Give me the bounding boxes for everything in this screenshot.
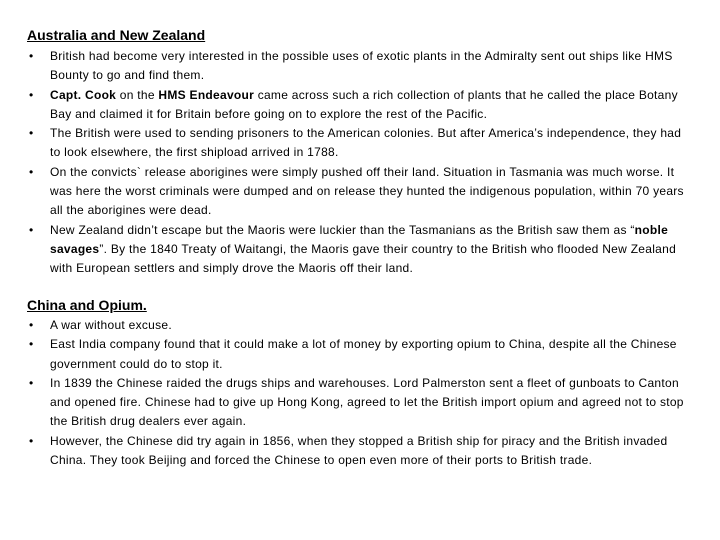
bullet-dot-icon: • xyxy=(29,222,34,237)
bullet-dot-icon: • xyxy=(29,164,34,179)
bullet-list xyxy=(27,47,692,279)
section-australia-new-zealand xyxy=(27,26,692,279)
bullet-list xyxy=(27,316,692,470)
bullet-text-bold: noble savages xyxy=(50,222,669,256)
bullet-text: British had become very interested in the possible uses of exotic plants in the Admiralty sent out ships like HMS Bounty to go and find them. xyxy=(50,49,673,83)
bullet-dot-icon: • xyxy=(29,126,34,141)
section-title: China and Opium. xyxy=(27,297,147,313)
bullet-text: The British were used to sending prisoners to the American colonies. But after America’s independence, they had to look elsewhere, the first shipload arrived in 1788. xyxy=(50,126,682,160)
bullet-dot-icon: • xyxy=(29,433,34,448)
bullet-text: on the xyxy=(116,87,159,102)
bullet-item xyxy=(27,316,692,335)
bullet-text: came across such a rich collection of plants that he called the place Botany Bay and claimed it for Britain before going on to explore the rest of the Pacific. xyxy=(50,87,678,121)
bullet-item xyxy=(27,221,692,279)
bullet-item xyxy=(27,374,692,432)
bullet-text: On the convicts` release aborigines were simply pushed off their land. Situation in Tasmania was much worse. It was here the worst criminals were dumped and on release they hunted the indigenous population, within 70 years all the aborigines were dead. xyxy=(50,164,684,218)
bullet-item xyxy=(27,432,692,471)
bullet-text-bold: HMS Endeavour xyxy=(158,87,255,102)
bullet-dot-icon: • xyxy=(29,49,34,63)
bullet-dot-icon: • xyxy=(29,337,34,352)
bullet-text: However, the Chinese did try again in 1856, when they stopped a British ship for piracy and the British invaded China. They took Beijing and forced the Chinese to open even more of their ports to British trade. xyxy=(50,433,668,468)
bullet-dot-icon: • xyxy=(29,318,34,332)
bullet-dot-icon: • xyxy=(29,375,34,390)
section-title: Australia and New Zealand xyxy=(27,27,206,43)
bullet-item xyxy=(27,86,692,125)
bullet-dot-icon: • xyxy=(29,87,34,102)
bullet-item xyxy=(27,124,692,163)
bullet-text: A war without excuse. xyxy=(50,318,172,332)
section-china-opium xyxy=(27,296,692,470)
bullet-text-bold: Capt. Cook xyxy=(50,87,117,102)
bullet-text: New Zealand didn’t escape but the Maoris were luckier than the Tasmanians as the British saw them as “ xyxy=(50,222,635,237)
bullet-text: ”. By the 1840 Treaty of Waitangi, the Maoris gave their country to the British who flooded New Zealand with European settlers and simply drove the Maoris off their land. xyxy=(50,241,677,276)
bullet-item xyxy=(27,335,692,374)
bullet-item xyxy=(27,47,692,86)
bullet-text: In 1839 the Chinese raided the drugs ships and warehouses. Lord Palmerston sent a fleet of gunboats to Canton and opened fire. Chinese had to give up Hong Kong, agreed to let the British import opium and agreed not to stop the British drug dealers ever again. xyxy=(50,375,684,429)
bullet-item xyxy=(27,163,692,221)
bullet-text: East India company found that it could make a lot of money by exporting opium to China, despite all the Chinese government could do to stop it. xyxy=(50,337,677,371)
